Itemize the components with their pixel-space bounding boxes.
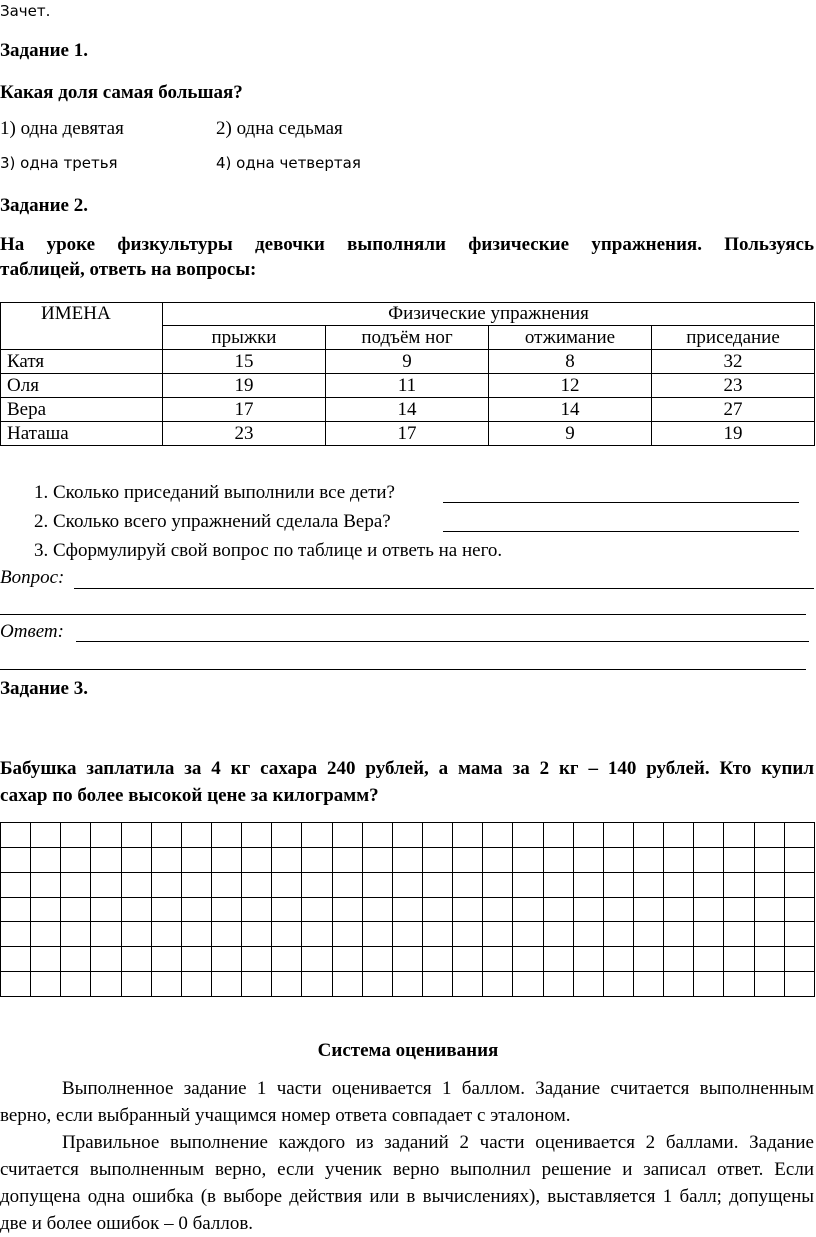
- task1-option-4: 4) одна четвертая: [216, 154, 361, 172]
- grid-cell[interactable]: [242, 897, 272, 922]
- grid-cell[interactable]: [543, 947, 573, 972]
- grid-cell[interactable]: [453, 823, 483, 848]
- grid-cell[interactable]: [784, 872, 814, 897]
- grid-cell[interactable]: [573, 922, 603, 947]
- grading-title: Система оценивания: [317, 1040, 499, 1061]
- grid-cell[interactable]: [91, 823, 121, 848]
- grid-cell[interactable]: [633, 823, 663, 848]
- grading-para-2: [0, 1129, 814, 1237]
- question-label: Вопрос:: [0, 567, 65, 588]
- row-value: 14: [489, 398, 652, 422]
- grid-cell[interactable]: [242, 922, 272, 947]
- task1-title: Задание 1.: [0, 40, 88, 61]
- grid-cell[interactable]: [694, 922, 724, 947]
- grid-cell[interactable]: [603, 897, 633, 922]
- grid-cell[interactable]: [603, 847, 633, 872]
- grid-cell[interactable]: [392, 872, 422, 897]
- grid-cell[interactable]: [302, 847, 332, 872]
- row-value: 23: [163, 422, 326, 446]
- grid-cell[interactable]: [1, 872, 31, 897]
- grid-cell[interactable]: [784, 897, 814, 922]
- grid-cell[interactable]: [181, 847, 211, 872]
- row-value: 9: [326, 350, 489, 374]
- grid-cell[interactable]: [1, 947, 31, 972]
- grid-cell[interactable]: [422, 897, 452, 922]
- task2-title: Задание 2.: [0, 195, 88, 216]
- grid-row: [1, 823, 815, 848]
- grid-cell[interactable]: [543, 922, 573, 947]
- row-name: Катя: [1, 350, 163, 374]
- grid-cell[interactable]: [151, 947, 181, 972]
- grid-cell[interactable]: [61, 823, 91, 848]
- grid-cell[interactable]: [362, 972, 392, 997]
- grid-cell[interactable]: [211, 922, 241, 947]
- grid-cell[interactable]: [453, 972, 483, 997]
- grid-cell[interactable]: [61, 872, 91, 897]
- grid-cell[interactable]: [121, 947, 151, 972]
- row-value: 17: [326, 422, 489, 446]
- grid-cell[interactable]: [392, 897, 422, 922]
- grid-cell[interactable]: [61, 897, 91, 922]
- grid-cell[interactable]: [362, 847, 392, 872]
- grid-cell[interactable]: [453, 872, 483, 897]
- grid-cell[interactable]: [724, 922, 754, 947]
- task2-prompt-line1: На уроке физкультуры девочки выполняли физические упражнения. Пользуясь: [0, 234, 814, 255]
- task2-prompt-line2: таблицей, ответь на вопросы:: [0, 259, 257, 280]
- grid-cell[interactable]: [543, 897, 573, 922]
- grid-cell[interactable]: [181, 922, 211, 947]
- row-value: 11: [326, 374, 489, 398]
- grid-cell[interactable]: [573, 847, 603, 872]
- grid-cell[interactable]: [724, 947, 754, 972]
- exercise-table: [0, 302, 815, 446]
- grid-cell[interactable]: [1, 897, 31, 922]
- grid-cell[interactable]: [483, 872, 513, 897]
- grid-cell[interactable]: [392, 972, 422, 997]
- grid-cell[interactable]: [573, 947, 603, 972]
- grid-cell[interactable]: [633, 847, 663, 872]
- grid-cell[interactable]: [664, 972, 694, 997]
- row-value: 27: [652, 398, 815, 422]
- grid-cell[interactable]: [1, 823, 31, 848]
- grid-cell[interactable]: [121, 897, 151, 922]
- grid-cell[interactable]: [483, 947, 513, 972]
- grid-cell[interactable]: [513, 872, 543, 897]
- grid-cell[interactable]: [302, 972, 332, 997]
- table-header-exercise: отжимание: [489, 326, 652, 350]
- grid-cell[interactable]: [302, 922, 332, 947]
- answer-line-2[interactable]: [443, 531, 799, 532]
- grid-cell[interactable]: [211, 947, 241, 972]
- grid-cell[interactable]: [483, 897, 513, 922]
- grid-cell[interactable]: [453, 947, 483, 972]
- grid-cell[interactable]: [211, 823, 241, 848]
- grid-cell[interactable]: [151, 872, 181, 897]
- grid-cell[interactable]: [453, 897, 483, 922]
- grid-cell[interactable]: [121, 922, 151, 947]
- grid-cell[interactable]: [272, 823, 302, 848]
- grid-cell[interactable]: [332, 922, 362, 947]
- grid-cell[interactable]: [483, 823, 513, 848]
- grid-cell[interactable]: [61, 847, 91, 872]
- grid-cell[interactable]: [422, 972, 452, 997]
- grid-cell[interactable]: [91, 897, 121, 922]
- grid-cell[interactable]: [211, 872, 241, 897]
- grid-cell[interactable]: [784, 972, 814, 997]
- grid-cell[interactable]: [242, 872, 272, 897]
- grid-cell[interactable]: [422, 947, 452, 972]
- grid-cell[interactable]: [181, 823, 211, 848]
- grid-cell[interactable]: [272, 872, 302, 897]
- grid-cell[interactable]: [242, 972, 272, 997]
- table-header-names: ИМЕНА: [1, 303, 163, 350]
- grid-cell[interactable]: [513, 947, 543, 972]
- grid-cell[interactable]: [121, 823, 151, 848]
- grid-row: [1, 897, 815, 922]
- grid-cell[interactable]: [543, 823, 573, 848]
- grid-cell[interactable]: [181, 897, 211, 922]
- grid-cell[interactable]: [242, 947, 272, 972]
- table-row: [1, 374, 815, 398]
- grading-para-1: [0, 1075, 814, 1129]
- grid-cell[interactable]: [211, 972, 241, 997]
- grid-cell[interactable]: [151, 922, 181, 947]
- task3-problem-line2: сахар по более высокой цене за килограмм?: [0, 785, 379, 806]
- grid-cell[interactable]: [242, 823, 272, 848]
- grid-cell[interactable]: [332, 847, 362, 872]
- grid-cell[interactable]: [754, 947, 784, 972]
- grid-cell[interactable]: [633, 872, 663, 897]
- row-value: 32: [652, 350, 815, 374]
- row-value: 23: [652, 374, 815, 398]
- grid-cell[interactable]: [91, 972, 121, 997]
- grid-cell[interactable]: [573, 823, 603, 848]
- task1-question: Какая доля самая большая?: [0, 82, 243, 103]
- answer-line-1[interactable]: [443, 502, 799, 503]
- grid-cell[interactable]: [181, 947, 211, 972]
- grid-cell[interactable]: [422, 872, 452, 897]
- grid-cell[interactable]: [724, 823, 754, 848]
- question-line[interactable]: [74, 588, 814, 589]
- question-3: 3. Сформулируй свой вопрос по таблице и ответь на него.: [34, 540, 503, 561]
- grid-cell[interactable]: [664, 872, 694, 897]
- grid-cell[interactable]: [543, 972, 573, 997]
- task3-problem-line1: Бабушка заплатила за 4 кг сахара 240 рублей, а мама за 2 кг – 140 рублей. Кто купил: [0, 758, 814, 779]
- grid-cell[interactable]: [1, 847, 31, 872]
- grid-cell[interactable]: [211, 847, 241, 872]
- grid-cell[interactable]: [31, 847, 61, 872]
- grid-cell[interactable]: [784, 947, 814, 972]
- grid-cell[interactable]: [31, 922, 61, 947]
- grid-cell[interactable]: [151, 897, 181, 922]
- grid-cell[interactable]: [422, 922, 452, 947]
- grid-cell[interactable]: [91, 947, 121, 972]
- grid-cell[interactable]: [724, 872, 754, 897]
- grid-cell[interactable]: [332, 872, 362, 897]
- grid-row: [1, 972, 815, 997]
- answer-label: Ответ:: [0, 621, 64, 642]
- grid-cell[interactable]: [61, 922, 91, 947]
- grid-cell[interactable]: [31, 897, 61, 922]
- row-value: 15: [163, 350, 326, 374]
- table-header-exercise: прыжки: [163, 326, 326, 350]
- grid-cell[interactable]: [362, 872, 392, 897]
- grid-cell[interactable]: [362, 897, 392, 922]
- grid-cell[interactable]: [603, 947, 633, 972]
- grid-cell[interactable]: [573, 897, 603, 922]
- grid-cell[interactable]: [272, 972, 302, 997]
- grid-cell[interactable]: [272, 847, 302, 872]
- row-value: 9: [489, 422, 652, 446]
- question-2: 2. Сколько всего упражнений сделала Вера?: [34, 511, 391, 532]
- grading-para-2-text: Правильное выполнение каждого из заданий 2 части оценивается 2 баллами. Задание считается выполненным верно, если ученик верно выполнил решение и записал ответ. Если допущена одна ошибка (в выборе действия или в вычислениях), выставляется 1 балл; допущены две и более ошибок – 0 баллов.: [0, 1132, 814, 1234]
- answer-line-2[interactable]: [0, 669, 806, 670]
- grid-cell[interactable]: [694, 947, 724, 972]
- grid-cell[interactable]: [453, 847, 483, 872]
- grid-cell[interactable]: [513, 847, 543, 872]
- grid-cell[interactable]: [633, 972, 663, 997]
- grid-cell[interactable]: [61, 972, 91, 997]
- grid-cell[interactable]: [31, 823, 61, 848]
- row-name: Наташа: [1, 422, 163, 446]
- table-row: [1, 350, 815, 374]
- grid-cell[interactable]: [513, 823, 543, 848]
- grid-cell[interactable]: [543, 872, 573, 897]
- table-row: [1, 398, 815, 422]
- grid-cell[interactable]: [724, 847, 754, 872]
- grid-cell[interactable]: [483, 847, 513, 872]
- grid-cell[interactable]: [664, 897, 694, 922]
- row-value: 8: [489, 350, 652, 374]
- grid-cell[interactable]: [151, 847, 181, 872]
- row-value: 19: [163, 374, 326, 398]
- grid-cell[interactable]: [362, 947, 392, 972]
- row-value: 12: [489, 374, 652, 398]
- grid-cell[interactable]: [392, 847, 422, 872]
- question-1: 1. Сколько приседаний выполнили все дети?: [34, 482, 395, 503]
- grid-cell[interactable]: [272, 922, 302, 947]
- grid-cell[interactable]: [422, 847, 452, 872]
- table-row: [1, 422, 815, 446]
- grid-cell[interactable]: [784, 847, 814, 872]
- grid-cell[interactable]: [332, 897, 362, 922]
- grid-cell[interactable]: [603, 922, 633, 947]
- grid-cell[interactable]: [754, 897, 784, 922]
- grid-cell[interactable]: [91, 922, 121, 947]
- grid-cell[interactable]: [392, 947, 422, 972]
- grid-cell[interactable]: [603, 972, 633, 997]
- grid-cell[interactable]: [664, 947, 694, 972]
- grid-cell[interactable]: [242, 847, 272, 872]
- row-name: Вера: [1, 398, 163, 422]
- grid-cell[interactable]: [151, 823, 181, 848]
- grid-cell[interactable]: [181, 972, 211, 997]
- grid-cell[interactable]: [362, 823, 392, 848]
- row-value: 19: [652, 422, 815, 446]
- grid-cell[interactable]: [91, 872, 121, 897]
- table-header-group: Физические упражнения: [163, 303, 815, 326]
- grid-cell[interactable]: [392, 823, 422, 848]
- grid-row: [1, 922, 815, 947]
- grid-cell[interactable]: [513, 972, 543, 997]
- grid-cell[interactable]: [694, 823, 724, 848]
- grid-cell[interactable]: [332, 823, 362, 848]
- grid-cell[interactable]: [664, 922, 694, 947]
- grid-row: [1, 847, 815, 872]
- grid-cell[interactable]: [633, 897, 663, 922]
- grid-cell[interactable]: [31, 872, 61, 897]
- grid-cell[interactable]: [181, 872, 211, 897]
- grid-cell[interactable]: [151, 972, 181, 997]
- grid-cell[interactable]: [603, 872, 633, 897]
- grid-cell[interactable]: [332, 972, 362, 997]
- grid-cell[interactable]: [483, 922, 513, 947]
- grid-cell[interactable]: [694, 872, 724, 897]
- grid-cell[interactable]: [61, 947, 91, 972]
- grid-cell[interactable]: [362, 922, 392, 947]
- grid-cell[interactable]: [543, 847, 573, 872]
- grid-cell[interactable]: [754, 922, 784, 947]
- grid-cell[interactable]: [513, 897, 543, 922]
- grid-cell[interactable]: [272, 897, 302, 922]
- grid-row: [1, 872, 815, 897]
- grid-cell[interactable]: [603, 823, 633, 848]
- grid-row: [1, 947, 815, 972]
- grid-cell[interactable]: [392, 922, 422, 947]
- grid-cell[interactable]: [694, 847, 724, 872]
- grading-para-1-text: Выполненное задание 1 части оценивается 1 баллом. Задание считается выполненным верно, если выбранный учащимся номер ответа совпадает с эталоном.: [0, 1078, 814, 1126]
- grid-cell[interactable]: [573, 972, 603, 997]
- grid-cell[interactable]: [31, 972, 61, 997]
- grid-cell[interactable]: [422, 823, 452, 848]
- grid-cell[interactable]: [784, 922, 814, 947]
- grid-cell[interactable]: [302, 947, 332, 972]
- grid-cell[interactable]: [211, 897, 241, 922]
- grid-cell[interactable]: [31, 947, 61, 972]
- grid-cell[interactable]: [483, 972, 513, 997]
- grid-cell[interactable]: [121, 847, 151, 872]
- task3-title: Задание 3.: [0, 678, 88, 699]
- answer-line[interactable]: [76, 641, 809, 642]
- grid-cell[interactable]: [784, 823, 814, 848]
- grid-cell[interactable]: [513, 922, 543, 947]
- grid-cell[interactable]: [272, 947, 302, 972]
- table-header-exercise: подъём ног: [326, 326, 489, 350]
- table-header-exercise: приседание: [652, 326, 815, 350]
- grid-cell[interactable]: [91, 847, 121, 872]
- grid-cell[interactable]: [633, 922, 663, 947]
- grid-cell[interactable]: [302, 872, 332, 897]
- grid-cell[interactable]: [332, 947, 362, 972]
- grid-cell[interactable]: [302, 823, 332, 848]
- grid-cell[interactable]: [694, 972, 724, 997]
- grid-cell[interactable]: [754, 872, 784, 897]
- grid-cell[interactable]: [453, 922, 483, 947]
- row-value: 14: [326, 398, 489, 422]
- row-name: Оля: [1, 374, 163, 398]
- grid-cell[interactable]: [754, 823, 784, 848]
- grid-cell[interactable]: [664, 847, 694, 872]
- grid-cell[interactable]: [724, 897, 754, 922]
- grid-cell[interactable]: [664, 823, 694, 848]
- header-text: Зачет.: [0, 2, 51, 20]
- grid-cell[interactable]: [754, 847, 784, 872]
- row-value: 17: [163, 398, 326, 422]
- grid-cell[interactable]: [1, 972, 31, 997]
- task1-option-3: 3) одна третья: [0, 154, 118, 172]
- grid-cell[interactable]: [121, 872, 151, 897]
- grid-cell[interactable]: [754, 972, 784, 997]
- task1-option-1: 1) одна девятая: [0, 118, 124, 139]
- grid-cell[interactable]: [121, 972, 151, 997]
- task1-option-2: 2) одна седьмая: [216, 118, 343, 139]
- grid-cell[interactable]: [302, 897, 332, 922]
- grid-cell[interactable]: [1, 922, 31, 947]
- solution-grid[interactable]: [0, 822, 815, 997]
- question-line-2[interactable]: [0, 614, 806, 615]
- grid-cell[interactable]: [633, 947, 663, 972]
- grid-cell[interactable]: [573, 872, 603, 897]
- grid-cell[interactable]: [724, 972, 754, 997]
- grid-cell[interactable]: [694, 897, 724, 922]
